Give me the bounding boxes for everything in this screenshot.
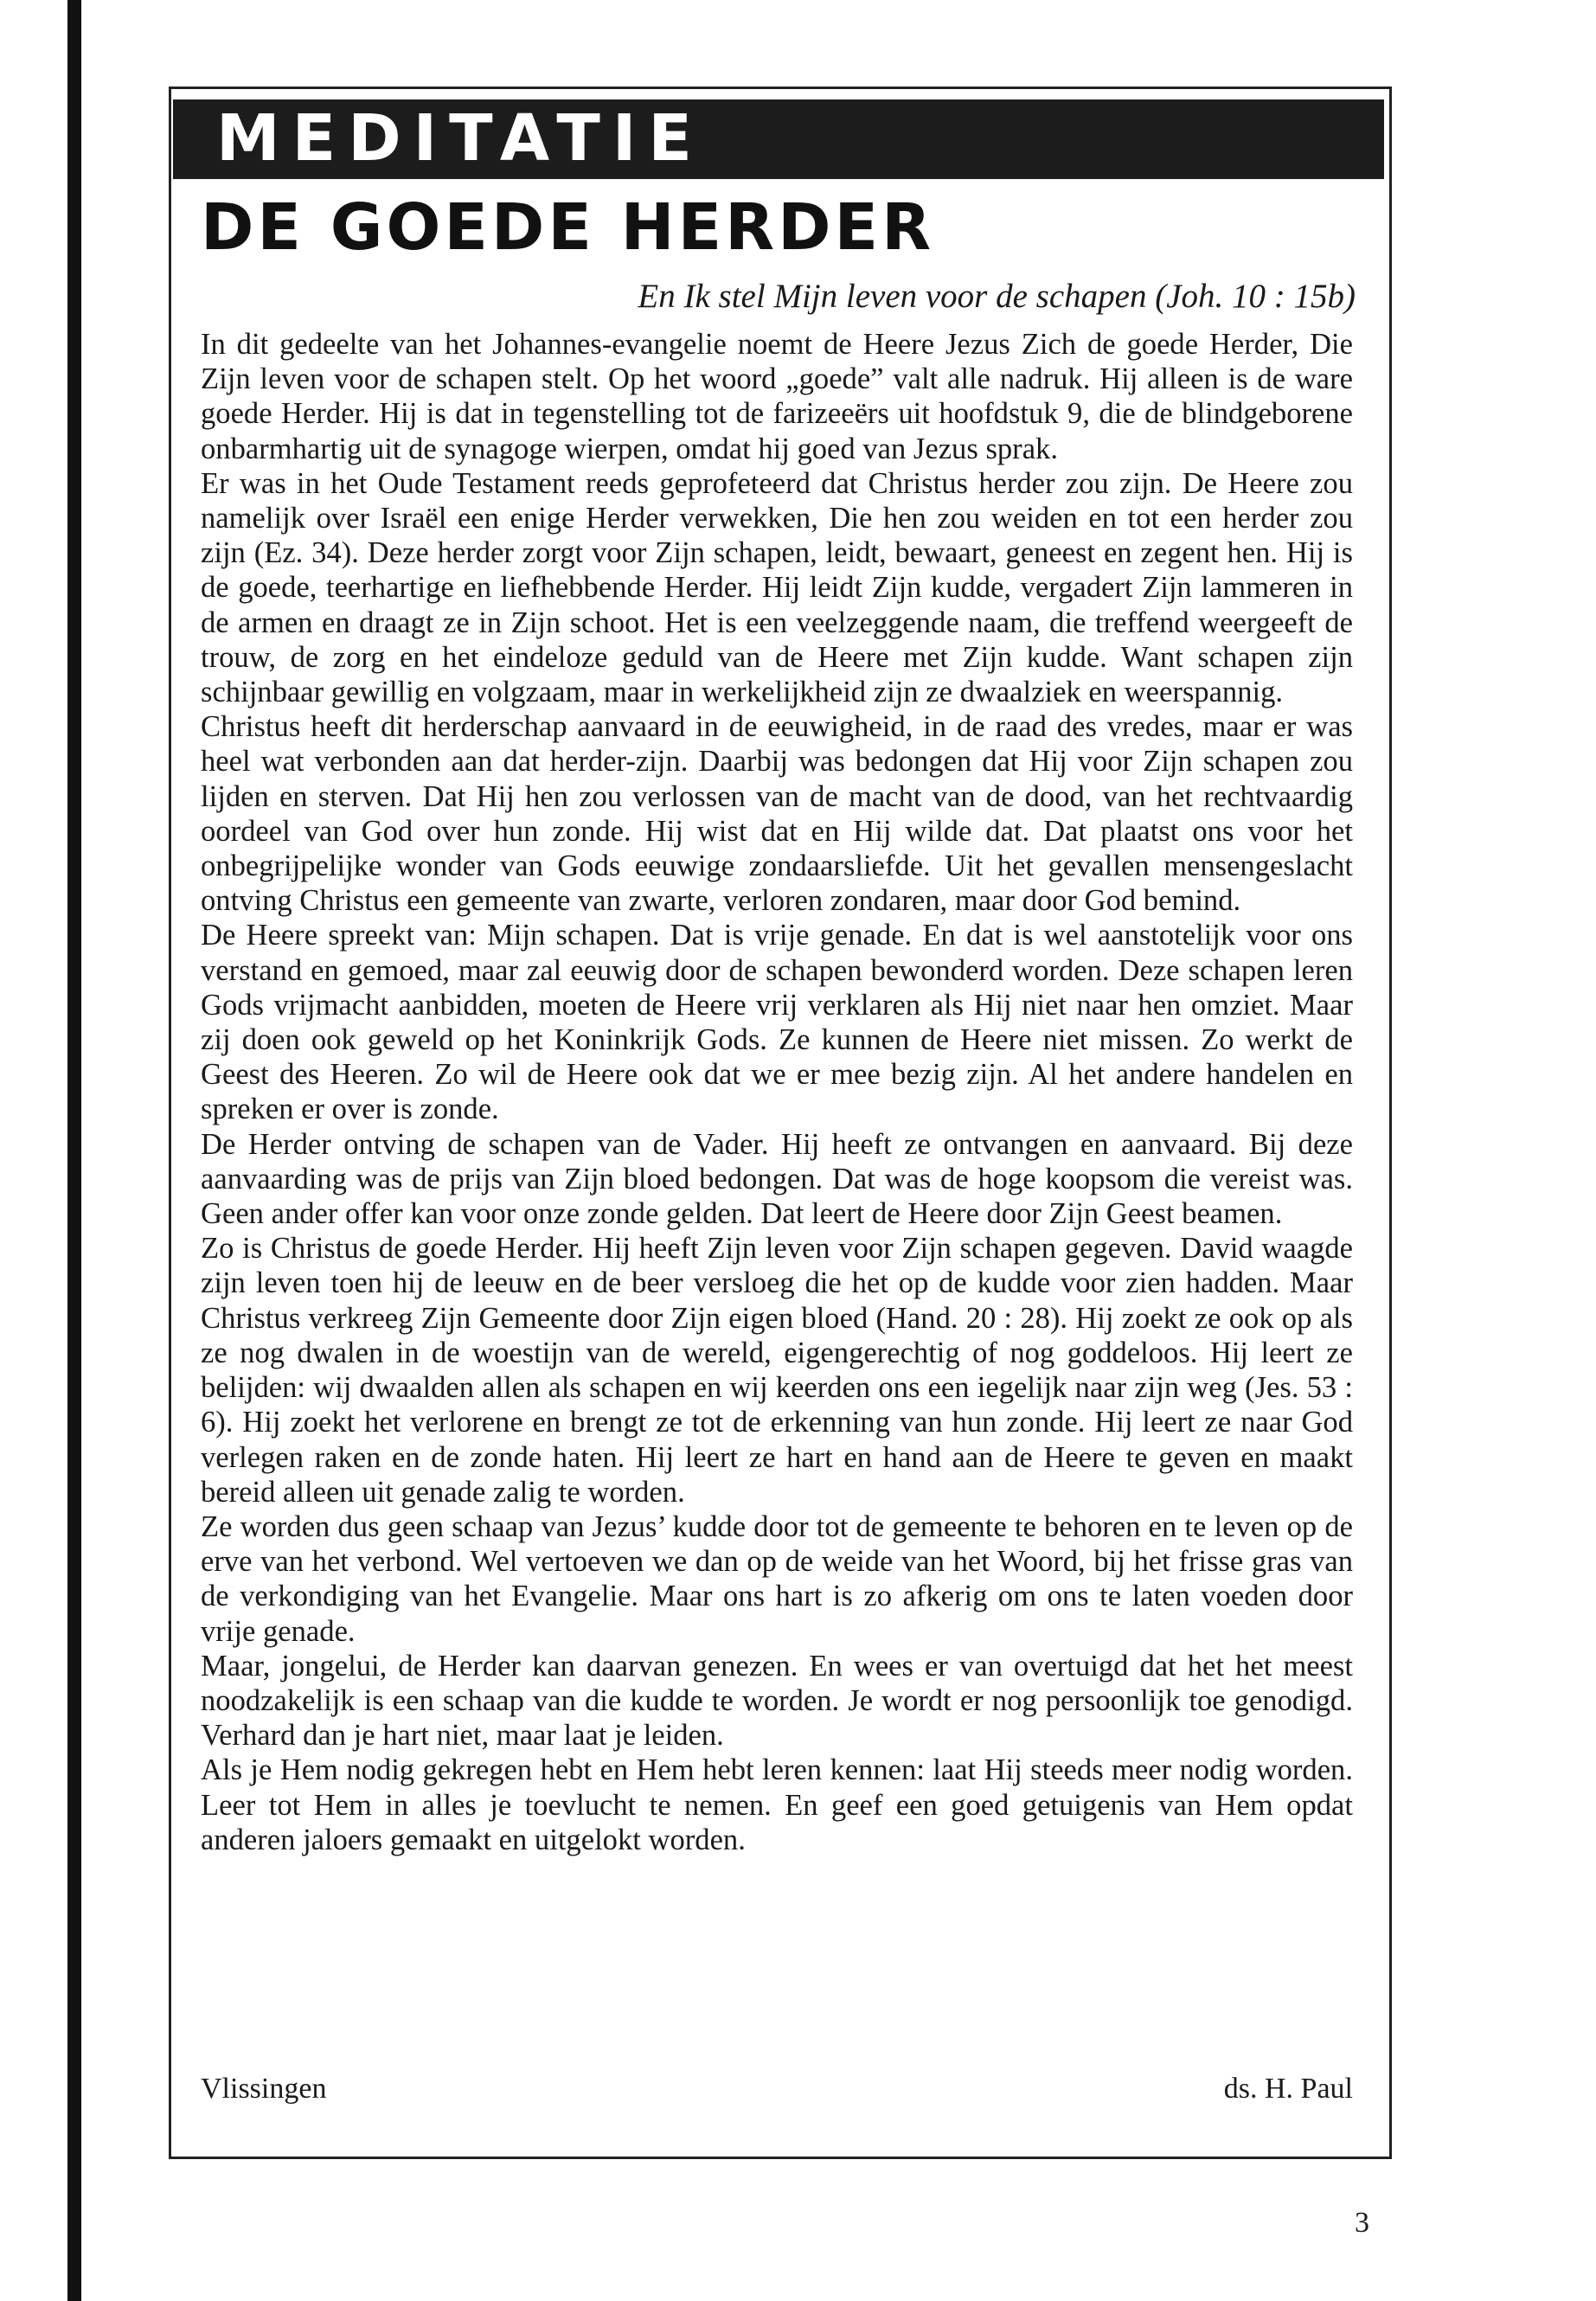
paragraph: Er was in het Oude Testament reeds geprofeteerd dat Christus herder zou zijn. De Heere zou namelijk over Israël een enige Herder verwekken, Die hen zou weiden en tot een herder zou zijn (Ez. 34). Deze herder zorgt voor Zijn schapen, leidt, bewaart, geneest en zegent hen. Hij is de goede, teerhartige en liefhebbende Herder. Hij leidt Zijn kudde, vergadert Zijn lammeren in de armen en draagt ze in Zijn schoot. Het is een veelzeggende naam, die treffend weergeeft de trouw, de zorg en het eindeloze geduld van de Heere met Zijn kudde. Want schapen zijn schijnbaar gewillig en volgzaam, maar in werkelijkheid zijn ze dwaalziek en weerspannig.: [201, 466, 1353, 709]
article-title: DE GOEDE HERDER: [201, 190, 935, 265]
section-label: MEDITATIE: [216, 101, 704, 176]
signature-line: [201, 2069, 1353, 2109]
scripture-epigraph: En Ik stel Mijn leven voor de schapen (Joh. 10 : 15b): [638, 278, 1356, 315]
paragraph: De Herder ontving de schapen van de Vader. Hij heeft ze ontvangen en aanvaard. Bij deze aanvaarding was de prijs van Zijn bloed bedongen. Dat was de hoge koopsom die vereist was. Geen ander offer kan voor onze zonde gelden. Dat leert de Heere door Zijn Geest beamen.: [201, 1127, 1353, 1231]
page-number: 3: [1355, 2207, 1369, 2239]
signature-place: Vlissingen: [201, 2073, 327, 2105]
paragraph: Maar, jongelui, de Herder kan daarvan genezen. En wees er van overtuigd dat het het meest noodzakelijk is een schaap van die kudde te worden. Je wordt er nog persoonlijk toe genodigd. Verhard dan je hart niet, maar laat je leiden.: [201, 1649, 1353, 1753]
paragraph: De Heere spreekt van: Mijn schapen. Dat is vrije genade. En dat is wel aanstotelijk voor ons verstand en gemoed, maar zal eeuwig door de schapen bewonderd worden. Deze schapen leren Gods vrijmacht aanbidden, moeten de Heere vrij verklaren als Hij niet naar hen omziet. Maar zij doen ook geweld op het Koninkrijk Gods. Ze kunnen de Heere niet missen. Zo werkt de Geest des Heeren. Zo wil de Heere ook dat we er mee bezig zijn. Al het andere handelen en spreken er over is zonde.: [201, 919, 1353, 1126]
article-body: [201, 327, 1353, 1857]
paragraph: Christus heeft dit herderschap aanvaard in de eeuwigheid, in de raad des vredes, maar er was heel wat verbonden aan dat herder-zijn. Daarbij was bedongen dat Hij voor Zijn schapen zou lijden en sterven. Dat Hij hen zou verlossen van de macht van de dood, van het rechtvaardig oordeel van God over hun zonde. Hij wist dat en Hij wilde dat. Dat plaatst ons voor het onbegrijpelijke wonder van Gods eeuwige zondaarsliefde. Uit het gevallen mensengeslacht ontving Christus een gemeente van zwarte, verloren zondaren, maar door God bemind.: [201, 710, 1353, 918]
paragraph: Zo is Christus de goede Herder. Hij heeft Zijn leven voor Zijn schapen gegeven. David waagde zijn leven toen hij de leeuw en de beer versloeg die het op de kudde voor zien hadden. Maar Christus verkreeg Zijn Gemeente door Zijn eigen bloed (Hand. 20 : 28). Hij zoekt ze ook op als ze nog dwalen in de woestijn van de wereld, eigengerechtig of nog goddeloos. Hij leert ze belijden: wij dwaalden allen als schapen en wij keerden ons een iegelijk naar zijn weg (Jes. 53 : 6). Hij zoekt het verlorene en brengt ze tot de erkenning van hun zonde. Hij leert ze naar God verlegen raken en de zonde haten. Hij leert ze hart en hand aan de Heere te geven en maakt bereid alleen uit genade zalig te worden.: [201, 1232, 1353, 1509]
page-binding-edge: [67, 0, 81, 2301]
signature-author: ds. H. Paul: [1223, 2073, 1353, 2105]
paragraph: In dit gedeelte van het Johannes-evangelie noemt de Heere Jezus Zich de goede Herder, Die Zijn leven voor de schapen stelt. Op het woord „goede” valt alle nadruk. Hij alleen is de ware goede Herder. Hij is dat in tegenstelling tot de farizeeërs uit hoofdstuk 9, die de blindgeborene onbarmhartig uit de synagoge wierpen, omdat hij goed van Jezus sprak.: [201, 328, 1353, 465]
paragraph: Als je Hem nodig gekregen hebt en Hem hebt leren kennen: laat Hij steeds meer nodig worden. Leer tot Hem in alles je toevlucht te nemen. En geef een goed getuigenis van Hem opdat anderen jaloers gemaakt en uitgelokt worden.: [201, 1753, 1353, 1856]
paragraph: Ze worden dus geen schaap van Jezus’ kudde door tot de gemeente te behoren en te leven op de erve van het verbond. Wel vertoeven we dan op de weide van het Woord, bij het frisse gras van de verkondiging van het Evangelie. Maar ons hart is zo afkerig om ons te laten voeden door vrije genade.: [201, 1509, 1353, 1648]
